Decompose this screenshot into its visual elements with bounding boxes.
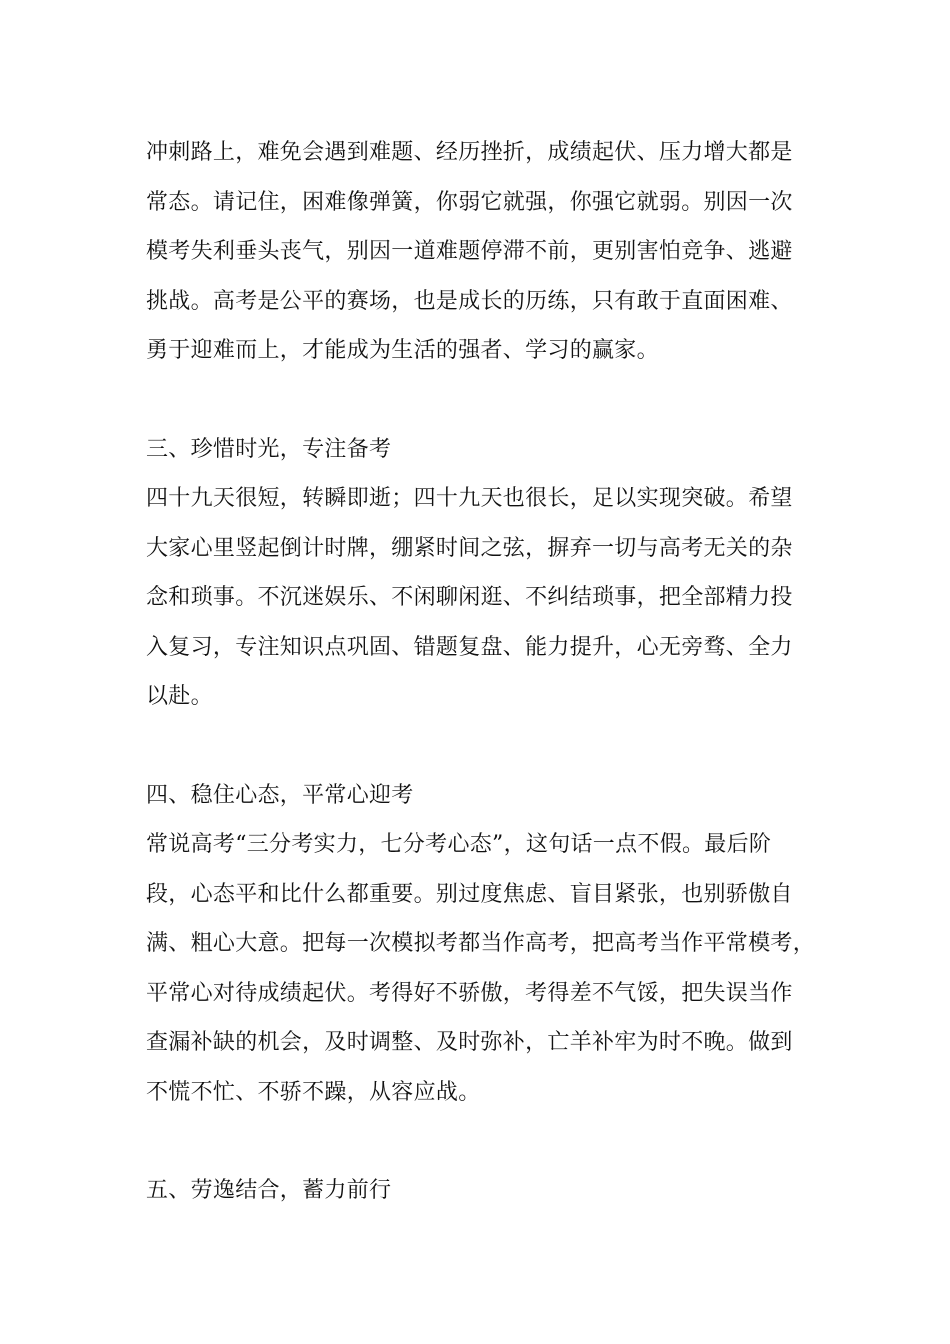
text-line: 入复习，专注知识点巩固、错题复盘、能力提升，心无旁骛、全力: [146, 634, 793, 660]
text-line: 平常心对待成绩起伏。考得好不骄傲，考得差不气馁，把失误当作: [146, 980, 793, 1006]
text-line: 大家心里竖起倒计时牌，绷紧时间之弦，摒弃一切与高考无关的杂: [146, 535, 793, 561]
text-line: 冲刺路上，难免会遇到难题、经历挫折，成绩起伏、压力增大都是: [146, 140, 793, 165]
section-4-heading: [146, 771, 826, 821]
section-4-paragraph: [146, 820, 826, 1117]
heading-text: 三、珍惜时光，专注备考: [146, 437, 392, 462]
section-3-paragraph: [146, 474, 826, 722]
text-line: 勇于迎难而上，才能成为生活的强者、学习的赢家。: [146, 338, 659, 363]
section-5-heading: [146, 1166, 826, 1216]
text-line: 念和琐事。不沉迷娱乐、不闲聊闲逛、不纠结琐事，把全部精力投: [146, 585, 793, 610]
text-line: 查漏补缺的机会，及时调整、及时弥补，亡羊补牢为时不晚。做到: [146, 1030, 793, 1055]
heading-text: 五、劳逸结合，蓄力前行: [146, 1178, 392, 1203]
text-line: 常说高考“三分考实力，七分考心态”，这句话一点不假。最后阶: [146, 832, 772, 857]
text-line: 挑战。高考是公平的赛场，也是成长的历练，只有敢于直面困难、: [146, 288, 793, 314]
text-line: 段，心态平和比什么都重要。别过度焦虑、盲目紧张，也别骄傲自: [146, 881, 793, 907]
heading-text: 四、稳住心态，平常心迎考: [146, 783, 414, 808]
text-line: 模考失利垂头丧气，别因一道难题停滞不前，更别害怕竞争、逃避: [146, 239, 793, 264]
text-line: 以赴。: [146, 684, 213, 709]
section-3-heading: [146, 425, 826, 475]
text-line: 常态。请记住，困难像弹簧，你弱它就强，你强它就弱。别因一次: [146, 189, 793, 215]
text-line: 不慌不忙、不骄不躁，从容应战。: [146, 1079, 481, 1105]
text-line: 满、粗心大意。把每一次模拟考都当作高考，把高考当作平常模考，: [146, 931, 816, 956]
text-line: 四十九天很短，转瞬即逝；四十九天也很长，足以实现突破。希望: [146, 486, 793, 511]
paragraph-continued: [146, 128, 826, 376]
